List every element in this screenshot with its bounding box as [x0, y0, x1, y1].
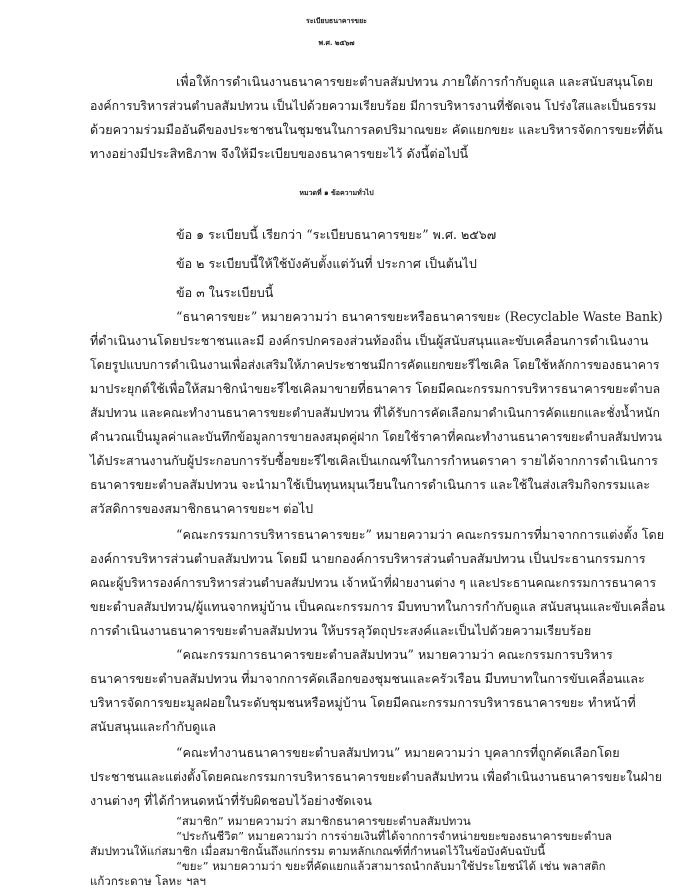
document-title: ระเบียบธนาคารขยะ: [306, 16, 367, 25]
definition-line: ธนาคารขยะตำบลสัมปทวน ที่มาจากการคัดเลือกของชุมชนและครัวเรือน มีบทบาทในการขับเคลื่อนและ: [90, 671, 645, 686]
document-year: พ.ศ. ๒๕๖๗: [318, 38, 355, 47]
definition-line: สัมปทวน และคณะทำงานธนาคารขยะตำบลสัมปทวน ที่ได้รับการคัดเลือกมาดำเนินการคัดแยกและชั่งน้ำหนัก: [90, 406, 660, 420]
definition-line: ได้ประสานงานกับผู้ประกอบการรับซื้อขยะรีไซเคิลเป็นเกณฑ์ในการกำหนดราคา รายได้จากการดำเนินการ: [90, 453, 658, 468]
definition-line: สนับสนุนและกำกับดูแล: [90, 719, 217, 734]
preamble-line: ทางอย่างมีประสิทธิภาพ จึงให้มีระเบียบของธนาคารขยะไว้ ดังนี้ต่อไปนี้: [90, 146, 469, 161]
clause-1: ข้อ ๑ ระเบียบนี้ เรียกว่า “ระเบียบธนาคารขยะ” พ.ศ. ๒๕๖๗: [176, 227, 497, 242]
definition-line: คณะผู้บริหารองค์การบริหารส่วนตำบลสัมปทวน เจ้าหน้าที่ฝ่ายงานต่าง ๆ และประธานคณะกรรมการธนาคาร: [90, 576, 657, 590]
clause-3: ข้อ ๓ ในระเบียบนี้: [176, 285, 274, 300]
definition-line: “ประกันชีวิต” หมายความว่า การจ่ายเงินที่ได้จากการจำหน่ายขยะของธนาคารขยะตำบล: [176, 829, 612, 843]
definition-line: สัมปทวนให้แก่สมาชิก เมื่อสมาชิกนั้นถึงแก่กรรม ตามหลักเกณฑ์ที่กำหนดไว้ในข้อบังคับฉบับนี้: [90, 844, 546, 858]
definition-line: แก้วกระดาษ โลหะ ฯลฯ: [90, 874, 206, 888]
definition-line: งานต่างๆ ที่ได้กำหนดหน้าที่รับผิดชอบไว้อย่างชัดเจน: [90, 793, 372, 808]
definition-line: ที่ดำเนินงานโดยประชาชนและมี องค์กรปกครองส่วนท้องถิ่น เป็นผู้สนับสนุนและขับเคลื่อนการดำเนินงาน: [90, 333, 649, 348]
preamble-line: ด้วยความร่วมมืออันดีของประชาชนในชุมชนในการลดปริมาณขยะ คัดแยกขยะ และบริหารจัดการขยะที่ต้น: [90, 122, 663, 137]
preamble-line: องค์การบริหารส่วนตำบลสัมปทวน เป็นไปด้วยความเรียบร้อย มีการบริหารงานที่ชัดเจน โปร่งใสและเป็นธรรม: [90, 99, 657, 113]
definition-line: ประชาชนและแต่งตั้งโดยคณะกรรมการบริหารธนาคารขยะตำบลสัมปทวน เพื่อดำเนินงานธนาคารขยะในฝ่าย: [90, 770, 662, 784]
definition-line: “คณะกรรมการธนาคารขยะตำบลสัมปทวน” หมายความว่า คณะกรรมการบริหาร: [176, 647, 613, 662]
definition-line: “ขยะ” หมายความว่า ขยะที่คัดแยกแล้วสามารถนำกลับมาใช้ประโยชน์ได้ เช่น พลาสติก: [176, 859, 606, 873]
definition-line: คำนวณเป็นมูลค่าและบันทึกข้อมูลการขายลงสมุดคู่ฝาก โดยใช้ราคาที่คณะทำงานธนาคารขยะตำบลสัมปทวน: [90, 430, 662, 444]
definition-line: สวัสดิการของสมาชิกธนาคารขยะฯ ต่อไป: [90, 501, 314, 516]
definition-line: ธนาคารขยะตำบลสัมปทวน จะนำมาใช้เป็นทุนหมุนเวียนในการดำเนินการ และใช้ในส่งเสริมกิจกรรมและ: [90, 477, 651, 492]
definition-member: “สมาชิก” หมายความว่า สมาชิกธนาคารขยะตำบลสัมปทวน: [176, 814, 471, 828]
definition-line: “คณะกรรมการบริหารธนาคารขยะ” หมายความว่า คณะกรรมการที่มาจากการแต่งตั้ง โดย: [176, 527, 665, 542]
definition-line: มาประยุกต์ใช้เพื่อให้สมาชิกนำขยะรีไซเคิลมาขายที่ธนาคาร โดยมีคณะกรรมการบริหารธนาคารขยะตำบล: [90, 381, 661, 396]
preamble-line: เพื่อให้การดำเนินงานธนาคารขยะตำบลสัมปทวน ภายใต้การกำกับดูแล และสนับสนุนโดย: [176, 74, 653, 89]
definition-line: โดยรูปแบบการดำเนินงานเพื่อส่งเสริมให้ภาคประชาชนมีการคัดแยกขยะรีไซเคิล โดยใช้หลักการของธนาคาร: [90, 358, 660, 372]
definition-line: ขยะตำบลสัมปทวน/ผู้แทนจากหมู่บ้าน เป็นคณะกรรมการ มีบทบาทในการกำกับดูแล สนับสนุนและขับเคลื่อน: [90, 599, 665, 614]
clause-2: ข้อ ๒ ระเบียบนี้ให้ใช้บังคับตั้งแต่วันที่ ประกาศ เป็นต้นไป: [176, 256, 477, 271]
definition-line: องค์การบริหารส่วนตำบลสัมปทวน โดยมี นายกองค์การบริหารส่วนตำบลสัมปทวน เป็นประธานกรรมการ: [90, 551, 646, 566]
definition-line: บริหารจัดการขยะมูลฝอยในระดับชุมชนหรือหมู่บ้าน โดยมีคณะกรรมการบริหารธนาคารขยะ ทำหน้าที่: [90, 695, 636, 710]
chapter-heading: หมวดที่ ๑ ข้อความทั่วไป: [299, 188, 374, 197]
definition-line: “ธนาคารขยะ” หมายความว่า ธนาคารขยะหรือธนาคารขยะ (Recyclable Waste Bank): [176, 309, 663, 324]
definition-line: “คณะทำงานธนาคารขยะตำบลสัมปทวน” หมายความว่า บุคลากรที่ถูกคัดเลือกโดย: [176, 745, 620, 760]
definition-line: การดำเนินงานธนาคารขยะตำบลสัมปทวน ให้บรรลุวัตถุประสงค์และเป็นไปด้วยความเรียบร้อย: [90, 623, 592, 638]
